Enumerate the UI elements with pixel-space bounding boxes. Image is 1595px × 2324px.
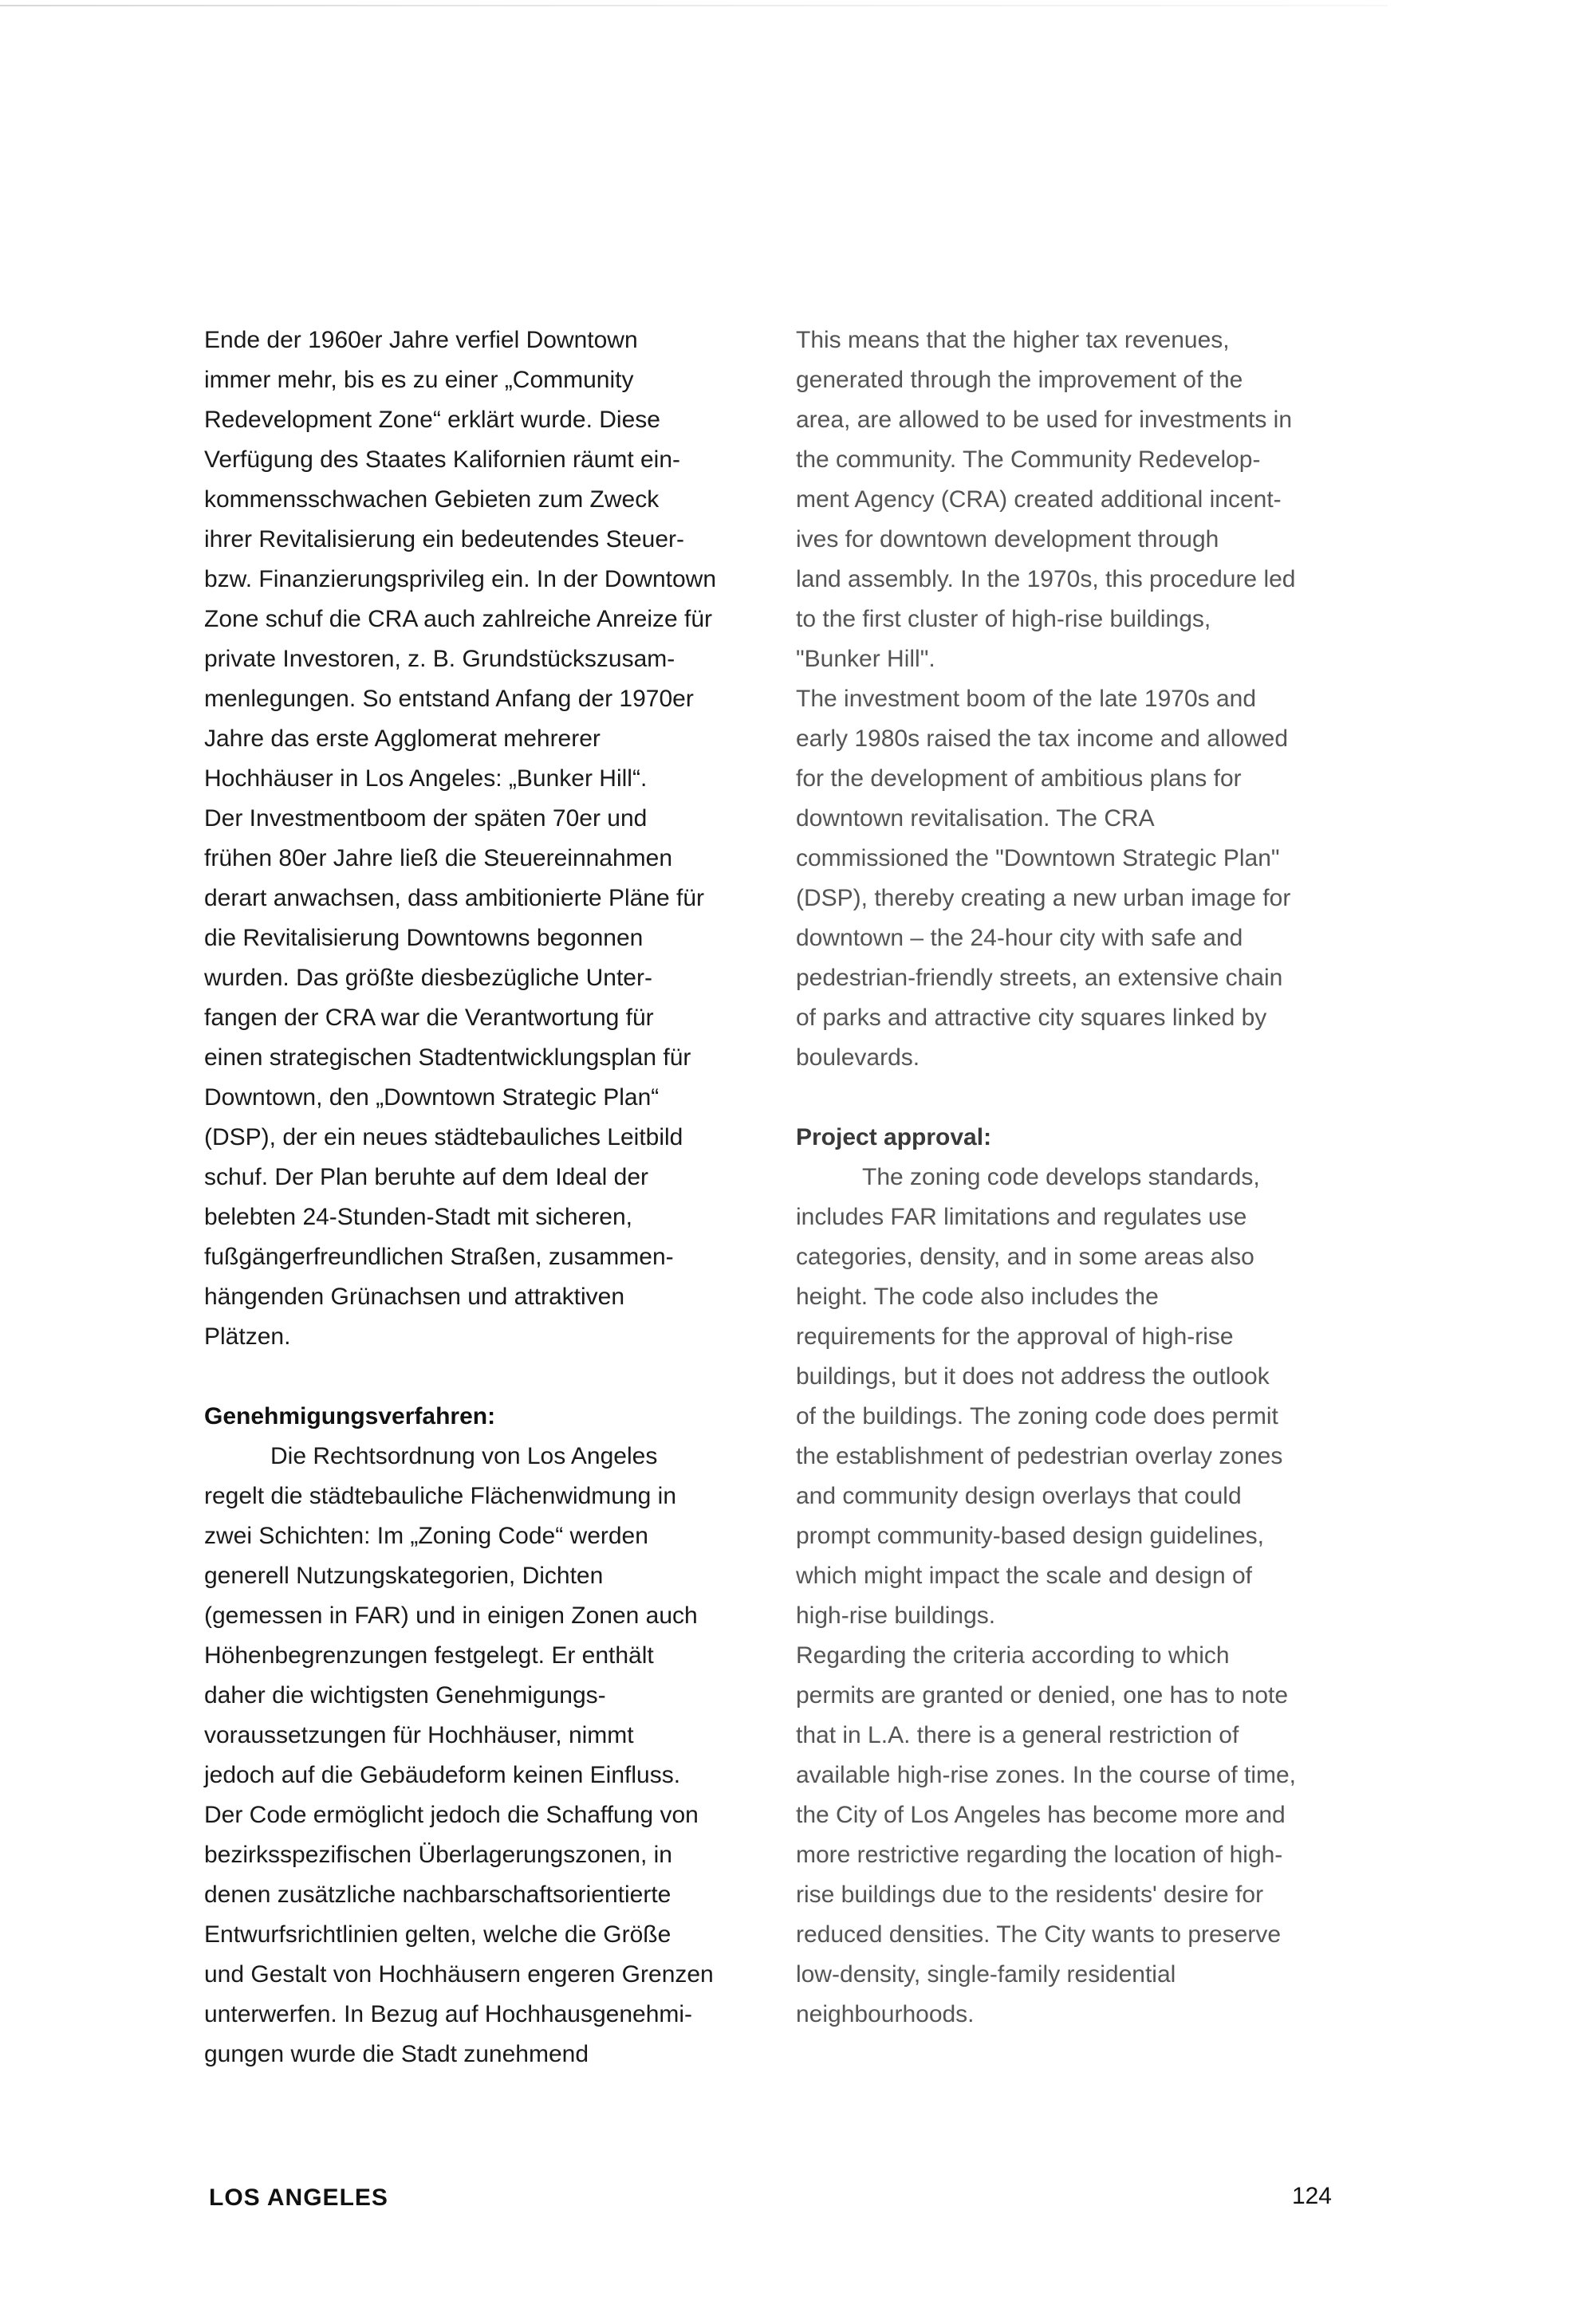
text-line: early 1980s raised the tax income and allowed xyxy=(796,726,1289,752)
text-line: ihrer Revitalisierung ein bedeutendes Steuer- xyxy=(204,526,685,552)
text-line: menlegungen. So entstand Anfang der 1970er xyxy=(204,686,694,712)
text-line: Redevelopment Zone“ erklärt wurde. Diese xyxy=(204,407,660,433)
text-line: to the first cluster of high-rise buildings, xyxy=(796,606,1211,632)
text-line: prompt community-based design guidelines, xyxy=(796,1523,1264,1549)
paragraph-gap xyxy=(796,1078,1338,1118)
german-paragraph-1 xyxy=(204,320,754,799)
text-line: Entwurfsrichtlinien gelten, welche die Größe xyxy=(204,1921,671,1948)
text-line: of the buildings. The zoning code does permit xyxy=(796,1403,1278,1429)
text-line: Ende der 1960er Jahre verfiel Downtown xyxy=(204,327,638,353)
text-line: neighbourhoods. xyxy=(796,2001,975,2027)
text-line: hängenden Grünachsen und attraktiven xyxy=(204,1284,625,1310)
german-paragraph-2 xyxy=(204,799,754,1357)
text-line: fangen der CRA war die Verantwortung für xyxy=(204,1005,654,1031)
text-line: categories, density, and in some areas also xyxy=(796,1244,1254,1270)
text-line: the community. The Community Redevelop- xyxy=(796,446,1261,473)
text-line: commissioned the "Downtown Strategic Plan" xyxy=(796,845,1280,871)
text-line: unterwerfen. In Bezug auf Hochhausgenehmi- xyxy=(204,2001,693,2027)
text-line: Zone schuf die CRA auch zahlreiche Anreize für xyxy=(204,606,713,632)
paragraph-gap xyxy=(204,1357,754,1397)
text-line: kommensschwachen Gebieten zum Zweck xyxy=(204,486,660,513)
text-line: of parks and attractive city squares linked by xyxy=(796,1005,1267,1031)
english-paragraph-3 xyxy=(796,1158,1338,1636)
text-line: private Investoren, z. B. Grundstückszusam- xyxy=(204,646,675,672)
english-column xyxy=(796,320,1338,2035)
text-line: (DSP), der ein neues städtebauliches Leitbild xyxy=(204,1124,683,1150)
english-paragraph-2 xyxy=(796,679,1338,1078)
text-line: The investment boom of the late 1970s and xyxy=(796,686,1257,712)
text-line: immer mehr, bis es zu einer „Community xyxy=(204,367,634,393)
text-line: land assembly. In the 1970s, this procedure led xyxy=(796,566,1296,592)
text-line: This means that the higher tax revenues, xyxy=(796,327,1230,353)
text-line: rise buildings due to the residents' desire for xyxy=(796,1882,1264,1908)
text-line: und Gestalt von Hochhäusern engeren Grenzen xyxy=(204,1961,714,1988)
text-line: ment Agency (CRA) created additional incent- xyxy=(796,486,1282,513)
text-line: and community design overlays that could xyxy=(796,1483,1242,1509)
text-line: zwei Schichten: Im „Zoning Code“ werden xyxy=(204,1523,648,1549)
text-line: die Revitalisierung Downtowns begonnen xyxy=(204,925,644,951)
text-line: generated through the improvement of the xyxy=(796,367,1243,393)
text-line: The zoning code develops standards, xyxy=(862,1164,1260,1190)
text-line: ives for downtown development through xyxy=(796,526,1219,552)
text-line: (DSP), thereby creating a new urban image for xyxy=(796,885,1291,911)
text-line: Höhenbegrenzungen festgelegt. Er enthält xyxy=(204,1642,654,1669)
text-line: Regarding the criteria according to which xyxy=(796,1642,1230,1669)
text-line: Hochhäuser in Los Angeles: „Bunker Hill“. xyxy=(204,765,648,792)
text-line: low-density, single-family residential xyxy=(796,1961,1176,1988)
german-column xyxy=(204,320,754,2074)
text-line: high-rise buildings. xyxy=(796,1602,996,1629)
page-number: 124 xyxy=(1291,2183,1332,2209)
text-line: "Bunker Hill". xyxy=(796,646,935,672)
text-line: downtown revitalisation. The CRA xyxy=(796,805,1155,832)
text-line: boulevards. xyxy=(796,1044,920,1071)
text-line: voraussetzungen für Hochhäuser, nimmt xyxy=(204,1722,634,1748)
text-line: denen zusätzliche nachbarschaftsorientierte xyxy=(204,1882,671,1908)
text-line: daher die wichtigsten Genehmigungs- xyxy=(204,1682,606,1709)
text-line: Plätzen. xyxy=(204,1323,291,1350)
english-paragraph-4 xyxy=(796,1636,1338,2035)
text-line: gungen wurde die Stadt zunehmend xyxy=(204,2041,589,2067)
text-line: belebten 24-Stunden-Stadt mit sicheren, xyxy=(204,1204,632,1230)
text-line: for the development of ambitious plans for xyxy=(796,765,1242,792)
text-line: Der Code ermöglicht jedoch die Schaffung von xyxy=(204,1802,699,1828)
text-line: height. The code also includes the xyxy=(796,1284,1159,1310)
text-line: requirements for the approval of high-rise xyxy=(796,1323,1234,1350)
text-line: permits are granted or denied, one has to note xyxy=(796,1682,1289,1709)
text-line: Die Rechtsordnung von Los Angeles xyxy=(270,1443,658,1469)
text-line: fußgängerfreundlichen Straßen, zusammen- xyxy=(204,1244,674,1270)
text-line: which might impact the scale and design of xyxy=(796,1563,1252,1589)
text-line: area, are allowed to be used for investments in xyxy=(796,407,1293,433)
text-line: buildings, but it does not address the outlook xyxy=(796,1363,1270,1390)
text-line: Jahre das erste Agglomerat mehrerer xyxy=(204,726,601,752)
text-line: the establishment of pedestrian overlay zones xyxy=(796,1443,1283,1469)
text-line: bezirksspezifischen Überlagerungszonen, in xyxy=(204,1842,672,1868)
text-line: schuf. Der Plan beruhte auf dem Ideal der xyxy=(204,1164,648,1190)
text-line: einen strategischen Stadtentwicklungsplan für xyxy=(204,1044,691,1071)
english-paragraph-1 xyxy=(796,320,1338,679)
text-line: wurden. Das größte diesbezügliche Unter- xyxy=(204,965,652,991)
text-line: pedestrian-friendly streets, an extensive chain xyxy=(796,965,1283,991)
text-line: bzw. Finanzierungsprivileg ein. In der Downtown xyxy=(204,566,716,592)
text-line: that in L.A. there is a general restriction of xyxy=(796,1722,1239,1748)
text-line: (gemessen in FAR) und in einigen Zonen auch xyxy=(204,1602,698,1629)
text-line: generell Nutzungskategorien, Dichten xyxy=(204,1563,604,1589)
text-line: available high-rise zones. In the course of time, xyxy=(796,1762,1296,1788)
text-line: downtown – the 24-hour city with safe and xyxy=(796,925,1243,951)
text-line: derart anwachsen, dass ambitionierte Pläne für xyxy=(204,885,705,911)
text-line: regelt die städtebauliche Flächenwidmung in xyxy=(204,1483,677,1509)
text-line: more restrictive regarding the location of high- xyxy=(796,1842,1283,1868)
text-line: the City of Los Angeles has become more and xyxy=(796,1802,1286,1828)
text-line: jedoch auf die Gebäudeform keinen Einfluss. xyxy=(204,1762,681,1788)
text-line: includes FAR limitations and regulates use xyxy=(796,1204,1247,1230)
german-paragraph-3 xyxy=(204,1437,754,2074)
english-section-heading: Project approval: xyxy=(796,1124,992,1150)
text-line: Verfügung des Staates Kalifornien räumt ein- xyxy=(204,446,681,473)
text-line: Downtown, den „Downtown Strategic Plan“ xyxy=(204,1084,660,1111)
text-line: frühen 80er Jahre ließ die Steuereinnahmen xyxy=(204,845,673,871)
scan-edge-line xyxy=(0,5,1388,6)
footer-section-title: LOS ANGELES xyxy=(209,2184,388,2211)
text-line: Der Investmentboom der späten 70er und xyxy=(204,805,648,832)
text-line: reduced densities. The City wants to preserve xyxy=(796,1921,1282,1948)
german-section-heading: Genehmigungsverfahren: xyxy=(204,1403,496,1429)
